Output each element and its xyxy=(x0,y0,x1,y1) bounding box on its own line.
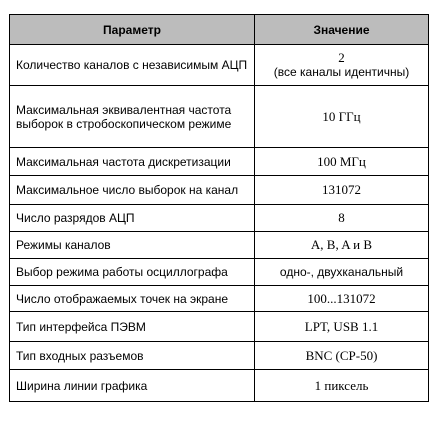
header-value: Значение xyxy=(255,15,429,45)
param-cell: Выбор режима работы осциллографа xyxy=(10,259,255,286)
param-cell: Количество каналов с независимым АЦП xyxy=(10,45,255,86)
value-cell: LPT, USB 1.1 xyxy=(255,312,429,342)
param-cell: Тип интерфейса ПЭВМ xyxy=(10,312,255,342)
table-row xyxy=(10,370,429,402)
value-cell: 131072 xyxy=(255,176,429,205)
param-cell: Ширина линии графика xyxy=(10,370,255,402)
table-row xyxy=(10,148,429,176)
value-cell: 100 МГц xyxy=(255,148,429,176)
table-row xyxy=(10,286,429,312)
param-cell: Режимы каналов xyxy=(10,232,255,259)
value-text: 2 xyxy=(338,50,345,65)
table-row xyxy=(10,176,429,205)
table-row xyxy=(10,259,429,286)
value-cell: одно-, двухканальный xyxy=(255,259,429,286)
value-cell: A, B, A и B xyxy=(255,232,429,259)
value-cell: 1 пиксель xyxy=(255,370,429,402)
table-row xyxy=(10,312,429,342)
table-row xyxy=(10,45,429,86)
value-cell: 100...131072 xyxy=(255,286,429,312)
value-cell: 8 xyxy=(255,205,429,232)
table-row xyxy=(10,86,429,148)
table-header-row xyxy=(10,15,429,45)
table-row xyxy=(10,342,429,370)
param-cell: Максимальная частота дискретизации xyxy=(10,148,255,176)
param-cell: Максимальное число выборок на канал xyxy=(10,176,255,205)
param-cell: Тип входных разъемов xyxy=(10,342,255,370)
header-param: Параметр xyxy=(10,15,255,45)
value-cell: 10 ГГц xyxy=(255,86,429,148)
param-cell: Максимальная эквивалентная частота выборок в стробоскопическом режиме xyxy=(10,86,255,148)
table-row xyxy=(10,232,429,259)
value-note: (все каналы идентичны) xyxy=(273,65,410,79)
param-cell: Число разрядов АЦП xyxy=(10,205,255,232)
value-cell xyxy=(255,45,429,86)
value-cell: BNC (CP-50) xyxy=(255,342,429,370)
specifications-table xyxy=(9,14,429,402)
table-row xyxy=(10,205,429,232)
param-cell: Число отображаемых точек на экране xyxy=(10,286,255,312)
